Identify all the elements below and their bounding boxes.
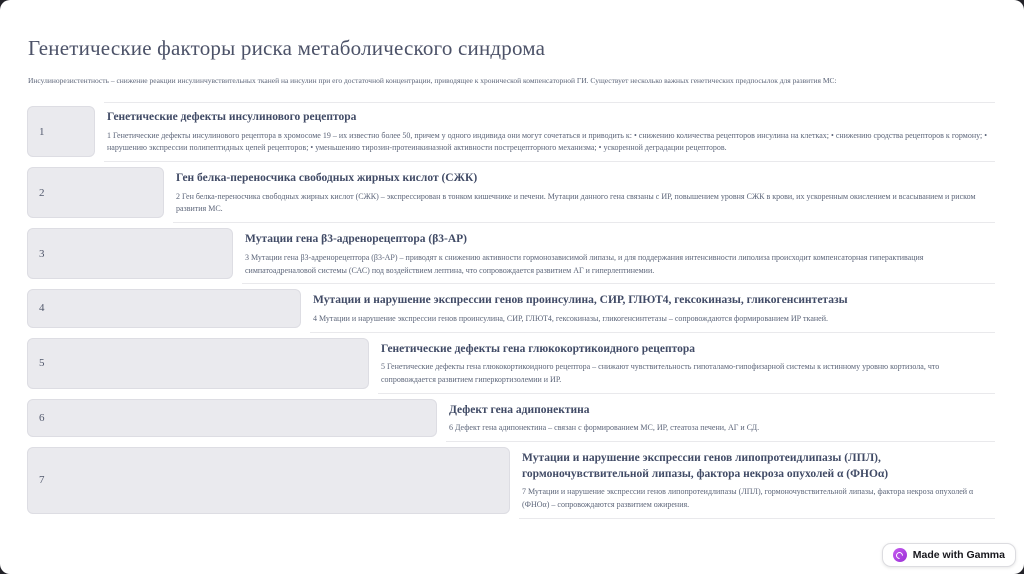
item-number: 1 xyxy=(39,125,45,138)
item-number: 4 xyxy=(39,302,45,315)
item-number-box xyxy=(27,338,369,389)
item-content xyxy=(449,399,995,437)
item-number: 6 xyxy=(39,411,45,424)
item-content xyxy=(313,289,995,327)
item-number: 2 xyxy=(39,186,45,199)
item-title: Мутации и нарушение экспрессии генов проинсулина, СИР, ГЛЮТ4, гексокиназы, гликогенсинтетазы xyxy=(313,294,848,307)
item-title: Дефект гена адипонектина xyxy=(449,403,590,416)
item-content xyxy=(522,447,995,514)
risk-factor-list xyxy=(27,106,995,514)
item-number-box xyxy=(27,167,164,218)
item-description: 5 Генетические дефекты гена глюкокортикоидного рецептора – снижают чувствительность гипоталамо-гипофизарной системы к истинному уровню кортизола, что сопровождается развитием гиперкортизолемии и ИР. xyxy=(381,362,940,384)
list-item xyxy=(27,228,995,279)
item-number-box xyxy=(27,447,510,514)
item-number-box xyxy=(27,289,301,327)
list-item xyxy=(27,447,995,514)
item-description: 3 Мутации гена β3-адренорецептора (β3-АР) – приводят к снижению активности гормонозависимой липазы, и для поддержания интенсивности липолиза происходит компенсаторная гиперактивация симпатоадреналовой системы (САС) под воздействием лептина, что сопровождается развитием АГ и гиперлептинемии. xyxy=(245,252,924,275)
made-with-gamma-badge[interactable] xyxy=(882,543,1016,567)
page-title: Генетические факторы риска метаболического синдрома xyxy=(28,36,546,60)
list-item xyxy=(27,399,995,437)
item-content xyxy=(381,338,995,389)
item-content xyxy=(176,167,995,218)
gamma-logo-icon xyxy=(893,548,907,562)
item-content xyxy=(107,106,995,157)
list-item xyxy=(27,167,995,218)
slide-subtitle: Инсулинорезистентность – снижение реакции инсулинчувствительных тканей на инсулин при его достаточной концентрации, приводящее к хронической компенсаторной ГИ. Существует несколько важных генетических предпосылок для развития МС: xyxy=(28,76,837,85)
list-item xyxy=(27,106,995,157)
item-title: Ген белка-переносчика свободных жирных кислот (СЖК) xyxy=(176,172,478,185)
list-item xyxy=(27,338,995,389)
item-number-box xyxy=(27,106,95,157)
item-title: Генетические дефекты гена глюкокортикоидного рецептора xyxy=(381,342,695,355)
item-number: 3 xyxy=(39,247,45,260)
item-description: 2 Ген белка-переносчика свободных жирных кислот (СЖК) – экспрессирован в тонком кишечнике и печени. Мутации данного гена связаны с ИР, повышением уровня СЖК в крови, их ускоренным окислением и всасыванием и риском развития МС. xyxy=(176,191,976,214)
item-description: 7 Мутации и нарушение экспрессии генов липопротеидлипазы (ЛПЛ), гормоночувствительной липазы, фактора некроза опухолей α (ФНОα) – сопровождаются развитием ожирения. xyxy=(522,487,974,509)
item-number-box xyxy=(27,399,437,437)
item-number: 7 xyxy=(39,474,45,487)
item-title: Мутации и нарушение экспрессии генов липопротеидлипазы (ЛПЛ), гормоночувствительной липазы, фактора некроза опухолей α (ФНОα) xyxy=(522,452,889,480)
item-content xyxy=(245,228,995,279)
item-number: 5 xyxy=(39,357,45,370)
item-number-box xyxy=(27,228,233,279)
item-title: Генетические дефекты инсулинового рецептора xyxy=(107,111,357,123)
item-description: 1 Генетические дефекты инсулинового рецептора в хромосоме 19 – их известно более 50, причем у одного индивида они могут сочетаться и приводить к: • снижению количества рецепторов инсулина на клетках; • снижению сродства рецепторов к гормону; • нарушению экспрессии полипептидных цепей рецепторов; • уменьшению тирозин-протеинкиназной активности пострецепторного механизма; • ускоренной деградации рецепторов. xyxy=(107,130,988,153)
item-description: 4 Мутации и нарушение экспрессии генов проинсулина, СИР, ГЛЮТ4, гексокиназы, гликогенсинтетазы – сопровождаются формированием ИР тканей. xyxy=(313,313,828,323)
item-description: 6 Дефект гена адипонектина – связан с формированием МС, ИР, стеатоза печени, АГ и СД. xyxy=(449,423,760,433)
list-item xyxy=(27,289,995,327)
item-title: Мутации гена β3-адренорецептора (β3-АР) xyxy=(245,233,468,246)
badge-label: Made with Gamma xyxy=(912,549,1005,561)
